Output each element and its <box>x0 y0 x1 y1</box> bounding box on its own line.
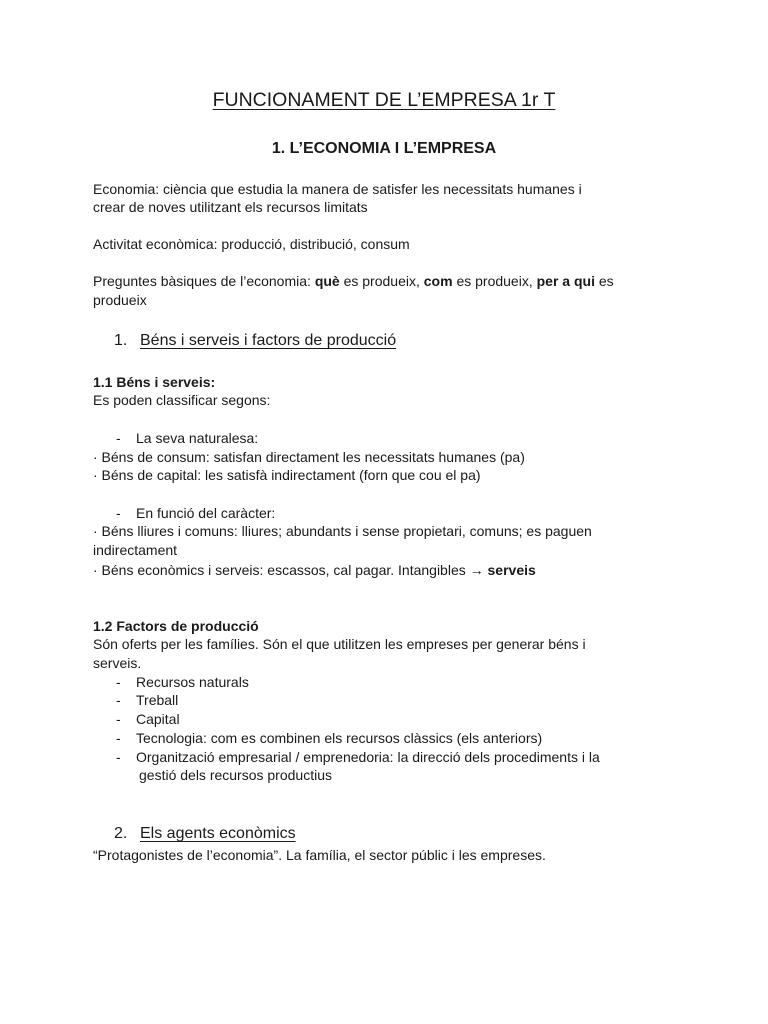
document-title: FUNCIONAMENT DE L’EMPRESA 1r T <box>212 89 556 111</box>
list-item-caracter <box>116 504 275 523</box>
activitat-economica-text: Activitat econòmica: producció, distribució, consum <box>93 236 410 252</box>
preguntes-text: Preguntes bàsiques de l’economia: <box>93 273 315 289</box>
dash-bullet: - <box>116 692 121 708</box>
factors-intro-line-1: Són oferts per les famílies. Són el que utilitzen les empreses per generar béns i <box>93 636 586 652</box>
subsection-number: 1. <box>114 332 128 349</box>
preguntes-text: es produeix, <box>339 273 424 289</box>
list-item-label: Recursos naturals <box>136 674 249 690</box>
dash-bullet: - <box>116 430 121 446</box>
subsection-heading-agents-economics <box>114 823 296 844</box>
list-item-label: Treball <box>136 692 179 708</box>
preguntes-basiques-line-1 <box>93 272 614 291</box>
dash-bullet: - <box>116 730 121 746</box>
list-item <box>116 710 180 729</box>
subsection-title: Béns i serveis i factors de producció <box>140 332 397 349</box>
factors-produccio-heading: 1.2 Factors de producció <box>93 618 259 634</box>
economia-definition-line-2: crear de noves utilitzant els recursos limitats <box>93 199 368 215</box>
bens-economics-label: · Béns econòmics i serveis: escassos, cal pagar. Intangibles → <box>93 562 488 578</box>
preguntes-bold-que: què <box>314 273 340 289</box>
list-item-naturalesa <box>116 429 258 448</box>
dash-bullet: - <box>116 711 121 727</box>
list-item-continuation: gestió dels recursos productius <box>139 767 332 783</box>
list-item-label: En funció del caràcter: <box>136 505 276 521</box>
list-item-label: Capital <box>136 711 180 727</box>
bens-lliures-line-1: · Béns lliures i comuns: lliures; abundants i sense propietari, comuns; es paguen <box>93 523 592 539</box>
list-item-label: Tecnologia: com es combinen els recursos clàssics (els anteriors) <box>136 730 543 746</box>
bens-capital-text: · Béns de capital: les satisfà indirectament (forn que cou el pa) <box>93 467 481 483</box>
preguntes-basiques-line-2: produeix <box>93 292 147 308</box>
factors-intro-line-2: serveis. <box>93 655 142 671</box>
subsection-heading-bens-serveis <box>114 330 396 351</box>
preguntes-bold-com: com <box>423 273 453 289</box>
bens-serveis-bold: serveis <box>487 562 536 578</box>
preguntes-bold-per-a-qui: per a qui <box>536 273 595 289</box>
list-item-label: La seva naturalesa: <box>136 430 259 446</box>
agents-economics-text: “Protagonistes de l’economia”. La família, el sector públic i les empreses. <box>93 847 546 863</box>
subsection-title: Els agents econòmics <box>140 825 296 842</box>
bens-serveis-intro: Es poden classificar segons: <box>93 392 271 408</box>
list-item-label: Organització empresarial / emprenedoria: la direcció dels procediments i la <box>136 749 600 765</box>
bens-consum-text: · Béns de consum: satisfan directament les necessitats humanes (pa) <box>93 449 525 465</box>
economia-definition-line-1: Economia: ciència que estudia la manera de satisfer les necessitats humanes i <box>93 181 582 197</box>
dash-bullet: - <box>116 674 121 690</box>
bens-economics-text <box>93 561 536 580</box>
dash-bullet: - <box>116 749 121 765</box>
bens-serveis-heading: 1.1 Béns i serveis: <box>93 374 216 390</box>
section-heading-economia-empresa: 1. L’ECONOMIA I L’EMPRESA <box>271 140 497 157</box>
preguntes-text: es <box>594 273 614 289</box>
preguntes-text: es produeix, <box>452 273 537 289</box>
list-item <box>116 748 600 767</box>
dash-bullet: - <box>116 505 121 521</box>
bens-lliures-line-2: indirectament <box>93 542 178 558</box>
subsection-number: 2. <box>114 825 128 842</box>
list-item <box>116 729 542 748</box>
list-item <box>116 691 178 710</box>
list-item <box>116 673 249 692</box>
